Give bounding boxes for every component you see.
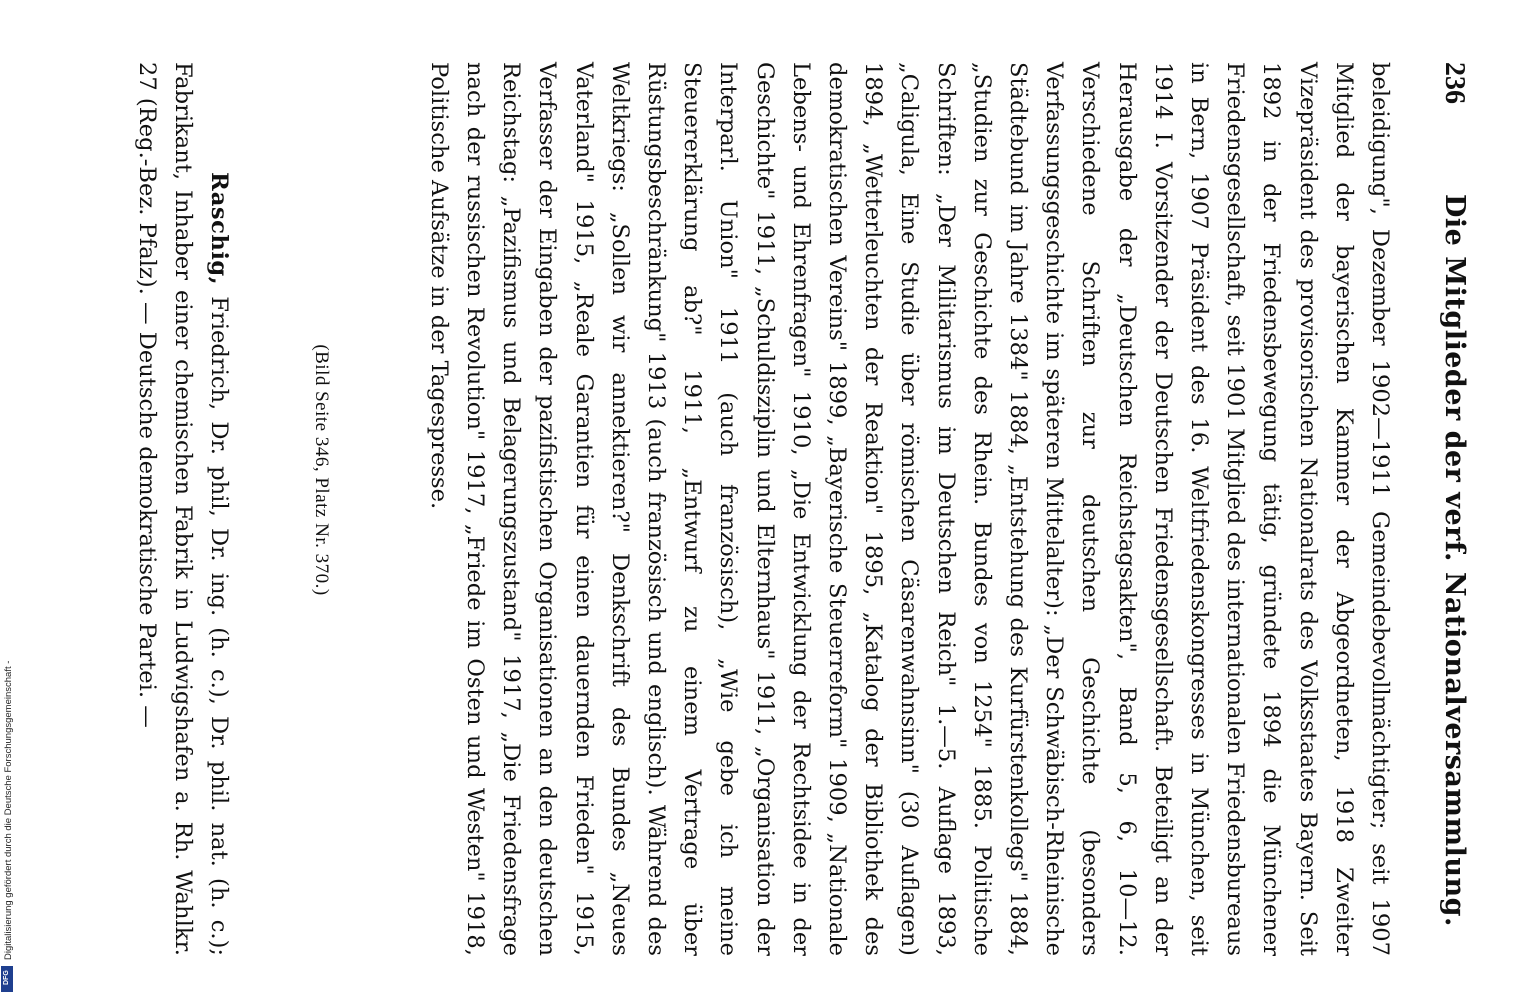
body-text (421, 62, 1398, 956)
dfg-logo (1, 966, 13, 992)
page-number: 236 (1439, 62, 1470, 104)
page-header (1434, 0, 1470, 1000)
dfg-logo-text: DFG (3, 970, 10, 985)
digitization-credit (0, 0, 14, 1000)
digitization-credit-text: Digitalisierung gefördert durch die Deutsche Forschungsgemeinschaft - (3, 660, 14, 960)
body-paragraph: beleidigung", Dezember 1902—1911 Gemeindebevollmächtigter; seit 1907 Mitglied der bayerischen Kammer der Abgeordneten, 1918 Zweiter Vizepräsident des provisorischen Nationalrats des Volksstaates Bayern. Seit 1892 in der Friedensbewegung tätig, gründete 1894 die Münchener Friedensgesellschaft, seit 1901 Mitglied des internationalen Friedensbureaus in Bern, 1907 Präsident des 16. Weltfriedenskongresses in München, seit 1914 I. Vorsitzender der Deutschen Friedensgesellschaft. Beteiligt an der Herausgabe der „Deutschen Reichstagsakten", Band 5, 6, 10—12. Verschiedene Schriften zur deutschen Geschichte (besonders Verfassungsgeschichte im späteren Mittelalter): „Der Schwäbisch-Rheinische Städtebund im Jahre 1384" 1884, „Entstehung des Kurfürstenkollegs" 1884, „Studien zur Geschichte des Rhein. Bundes von 1254" 1885. Politische Schriften: „Der Militarismus im Deutschen Reich" 1.—5. Auflage 1893, „Caligula, Eine Studie über römischen Cäsarenwahnsinn" (30 Auflagen) 1894, „Wetterleuchten der Reaktion" 1895, „Katalog der Bibliothek des demokratischen Vereins" 1899, „Bayerische Steuerreform" 1909, „Nationale Lebens- und Ehrenfragen" 1910, „Die Entwicklung der Rechtsidee in der Geschichte" 1911, „Schuldisziplin und Elternhaus" 1911, „Organisation der Interparl. Union" 1911 (auch französisch), „Wie gebe ich meine Steuererklärung ab?" 1911, „Entwurf zu einem Vertrage über Rüstungsbeschränkung" 1913 (auch französisch und englisch). Während des Weltkriegs: „Sollen wir annektieren?" Denkschrift des Bundes „Neues Vaterland" 1915, „Reale Garantien für einen dauernden Frieden" 1915, Verfasser der Eingaben der pazifistischen Organisationen an den deutschen Reichstag: „Pazifismus und Belagerungszustand" 1917, „Die Friedensfrage nach der russischen Revolution" 1917, „Friede im Osten und Westen" 1918, Politische Aufsätze in der Tagespresse. (425, 62, 1393, 956)
picture-reference-caption: (Bild Seite 346, Platz Nr. 370.) (311, 344, 332, 596)
member-entry (128, 62, 237, 956)
member-entry-paragraph (128, 62, 237, 956)
member-name: Raschig, (206, 172, 232, 286)
running-title: Die Mitglieder der verf. Nationalversammlung. (1439, 194, 1470, 927)
member-description: Friedrich, Dr. phil, Dr. ing. (h. c.), Dr. phil. nat. (h. c.); Fabrikant, Inhaber einer chemischen Fabrik in Ludwigshafen a. Rh. Wahlkr. 27 (Reg.-Bez. Pfalz). — Deutsche demokratische Partei. — (133, 62, 232, 956)
